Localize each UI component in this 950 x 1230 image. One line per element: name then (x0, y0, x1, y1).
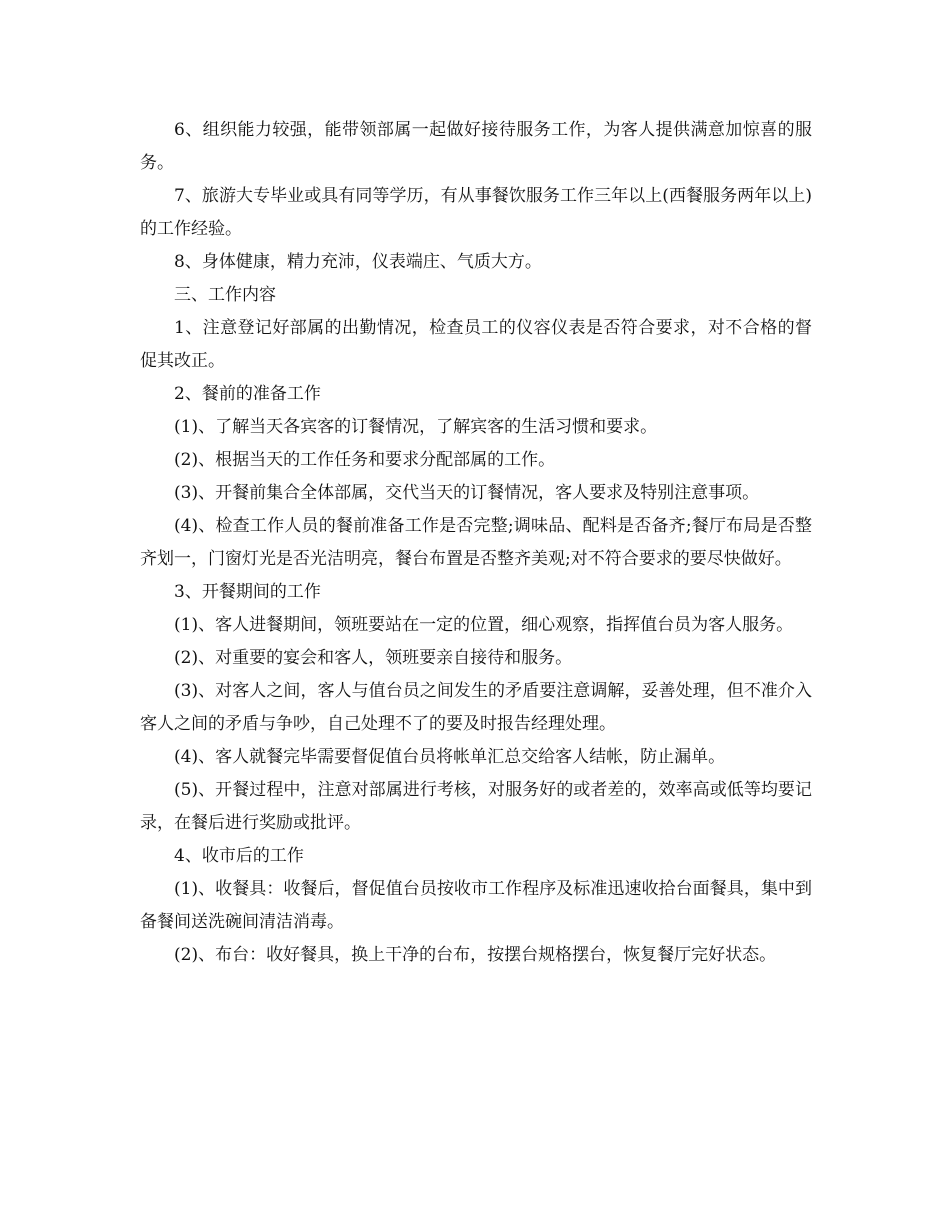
paragraph: (2)、根据当天的工作任务和要求分配部属的工作。 (174, 450, 556, 470)
subsection-heading: 4、收市后的工作 (174, 846, 304, 866)
paragraph: 1、注意登记好部属的出勤情况，检查员工的仪容仪表是否符合要求，对不合格的督促其改正。 (140, 318, 812, 371)
paragraph: (5)、开餐过程中，注意对部属进行考核，对服务好的或者差的，效率高或低等均要记录，在餐后进行奖励或批评。 (140, 780, 812, 833)
paragraph: (4)、客人就餐完毕需要督促值台员将帐单汇总交给客人结帐，防止漏单。 (174, 747, 726, 767)
paragraph: (2)、布台：收好餐具，换上干净的台布，按摆台规格摆台，恢复餐厅完好状态。 (174, 945, 777, 965)
paragraph: (2)、对重要的宴会和客人，领班要亲自接待和服务。 (174, 648, 573, 668)
paragraph: (3)、对客人之间，客人与值台员之间发生的矛盾要注意调解，妥善处理，但不准介入客人之间的矛盾与争吵，自己处理不了的要及时报告经理处理。 (140, 681, 812, 734)
paragraph: (4)、检查工作人员的餐前准备工作是否完整;调味品、配料是否备齐;餐厅布局是否整齐划一，门窗灯光是否光洁明亮，餐台布置是否整齐美观;对不符合要求的要尽快做好。 (140, 516, 812, 569)
section-heading: 三、工作内容 (174, 285, 276, 305)
paragraph: 7、旅游大专毕业或具有同等学历，有从事餐饮服务工作三年以上(西餐服务两年以上)的工作经验。 (140, 186, 812, 239)
document-body (140, 114, 812, 972)
paragraph: (3)、开餐前集合全体部属，交代当天的订餐情况，客人要求及特别注意事项。 (174, 483, 760, 503)
paragraph: (1)、了解当天各宾客的订餐情况，了解宾客的生活习惯和要求。 (174, 417, 658, 437)
paragraph: 6、组织能力较强，能带领部属一起做好接待服务工作，为客人提供满意加惊喜的服务。 (140, 120, 812, 173)
subsection-heading: 3、开餐期间的工作 (174, 582, 321, 602)
paragraph: 8、身体健康，精力充沛，仪表端庄、气质大方。 (174, 252, 542, 272)
subsection-heading: 2、餐前的准备工作 (174, 384, 321, 404)
paragraph: (1)、收餐具：收餐后，督促值台员按收市工作程序及标准迅速收拾台面餐具，集中到备餐间送洗碗间清洁消毒。 (140, 879, 812, 932)
paragraph: (1)、客人进餐期间，领班要站在一定的位置，细心观察，指挥值台员为客人服务。 (174, 615, 794, 635)
